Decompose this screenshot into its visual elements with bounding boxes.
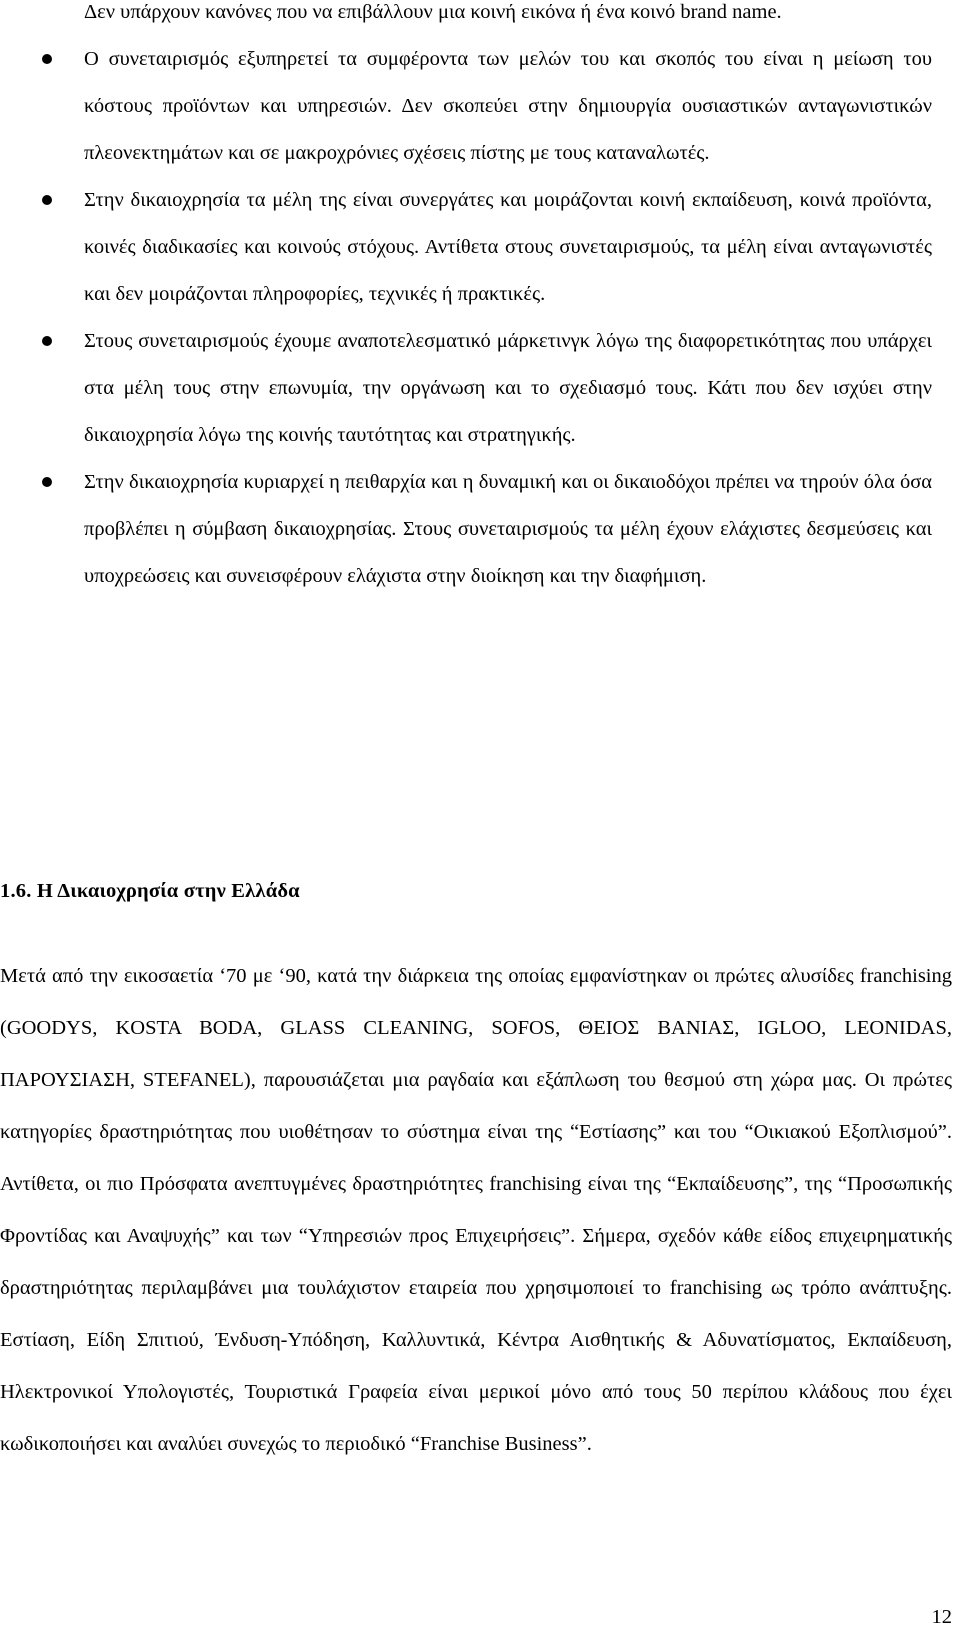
bullet-dot-icon xyxy=(42,477,52,487)
bullet-text-3: Στους συνεταιρισμούς έχουμε αναποτελεσματικό μάρκετινγκ λόγω της διαφορετικότητας που υπάρχει στα μέλη τους στην επωνυμία, την οργάνωση και το σχεδιασμό τους. Κάτι που δεν ισχύει στην δικαιοχρησία λόγω της κοινής ταυτότητας και στρατηγικής. xyxy=(84,330,932,446)
body-paragraph: Μετά από την εικοσαετία ‘70 με ‘90, κατά την διάρκεια της οποίας εμφανίστηκαν οι πρώτες αλυσίδες franchising (GOODYS, KOSTA BODA, GLASS CLEANING, SOFOS, ΘΕΙΟΣ ΒΑΝΙΑΣ, IGLOO, LEONIDAS, ΠΑΡΟΥΣΙΑΣΗ, STEFANEL), παρουσιάζεται μια ραγδαία και εξάπλωση του θεσμού στη χώρα μας. Οι πρώτες κατηγορίες δραστηριότητας που υιοθέτησαν το σύστημα είναι της “Εστίασης” και του “Οικιακού Εξοπλισμού”. Αντίθετα, οι πιο Πρόσφατα ανεπτυγμένες δραστηριότητες franchising είναι της “Εκπαίδευσης”, της “Προσωπικής Φροντίδας και Αναψυχής” και των “Υπηρεσιών προς Επιχειρήσεις”. Σήμερα, σχεδόν κάθε είδος επιχειρηματικής δραστηριότητας περιλαμβάνει μια τουλάχιστον εταιρεία που χρησιμοποιεί το franchising ως τρόπο ανάπτυξης. Εστίαση, Είδη Σπιτιού, Ένδυση-Υπόδηση, Καλλυντικά, Κέντρα Αισθητικής & Αδυνατίσματος, Εκπαίδευση, Ηλεκτρονικοί Υπολογιστές, Τουριστικά Γραφεία είναι μερικοί μόνο από τους 50 περίπου κλάδους που έχει κωδικοποιήσει και αναλύει συνεχώς το περιοδικό “Franchise Business”. xyxy=(0,965,952,1455)
bullet-list xyxy=(42,0,932,600)
bullet-item-2 xyxy=(42,177,932,318)
page-number: 12 xyxy=(931,1606,952,1628)
bullet-item-3 xyxy=(0,318,932,459)
bullet-dot-icon xyxy=(42,54,52,64)
bullet-dot-icon xyxy=(42,195,52,205)
bullet-text-1: Ο συνεταιρισμός εξυπηρετεί τα συμφέροντα των μελών του και σκοπός του είναι η μείωση του κόστους προϊόντων και υπηρεσιών. Δεν σκοπεύει στην δημιουργία ουσιαστικών ανταγωνιστικών πλεονεκτημάτων και σε μακροχρόνιες σχέσεις πίστης με τους καταναλωτές. xyxy=(84,48,932,164)
continued-text xyxy=(42,0,932,36)
continued-text-content: Δεν υπάρχουν κανόνες που να επιβάλλουν μια κοινή εικόνα ή ένα κοινό brand name. xyxy=(84,1,782,23)
bullet-item-4 xyxy=(42,459,932,600)
bullet-text-4: Στην δικαιοχρησία κυριαρχεί η πειθαρχία και η δυναμική και οι δικαιοδόχοι πρέπει να τηρούν όλα όσα προβλέπει η σύμβαση δικαιοχρησίας. Στους συνεταιρισμούς τα μέλη έχουν ελάχιστες δεσμεύσεις και υποχρεώσεις και συνεισφέρουν ελάχιστα στην διοίκηση και την διαφήμιση. xyxy=(84,471,932,587)
bullet-item-1 xyxy=(42,36,932,177)
bullet-dot-icon xyxy=(42,336,52,346)
bullet-text-2: Στην δικαιοχρησία τα μέλη της είναι συνεργάτες και μοιράζονται κοινή εκπαίδευση, κοινά προϊόντα, κοινές διαδικασίες και κοινούς στόχους. Αντίθετα στους συνεταιρισμούς, τα μέλη είναι ανταγωνιστές και δεν μοιράζονται πληροφορίες, τεχνικές ή πρακτικές. xyxy=(84,189,932,305)
section-heading: 1.6. Η Δικαιοχρησία στην Ελλάδα xyxy=(0,880,300,902)
